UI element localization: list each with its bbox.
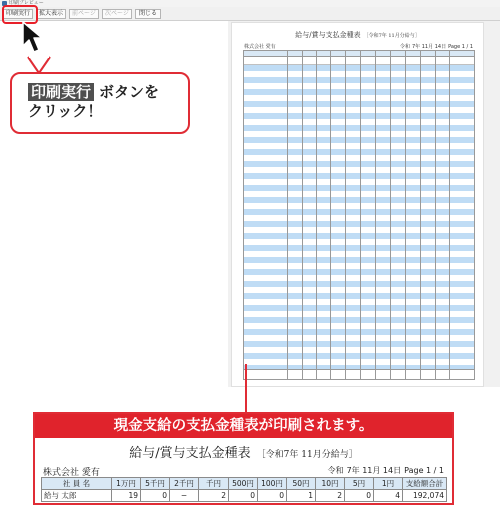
toolbar [0,7,500,21]
callout-keyword: 印刷実行 [28,83,94,101]
column-header: 5円 [345,478,374,490]
column-header: 社 員 名 [42,478,112,490]
table-header-row [42,478,447,490]
table-cell: 0 [345,490,374,502]
column-header: 1円 [374,478,403,490]
column-header: 50円 [287,478,316,490]
column-header: 支給額合計 [403,478,447,490]
total-amount-cell: 192,074 [403,490,447,502]
mouse-pointer-icon [20,20,44,56]
table-cell: 2 [199,490,229,502]
table-row [244,57,474,65]
prev-page-button[interactable]: 前ページ [69,9,99,19]
zoom-detail-panel [33,412,454,505]
employee-name: 給与 太郎 [42,490,112,502]
report-title: 給与/賞与支払金種表 ［令和7年 11月分給与］ [295,31,420,39]
window-title-bar [0,0,500,7]
connector-line [245,364,247,412]
instruction-callout [10,72,190,134]
table-cell: 1 [287,490,316,502]
column-header: 5千円 [141,478,170,490]
table-cell: 0 [258,490,287,502]
table-cell: 2 [316,490,345,502]
table-cell: − [170,490,199,502]
zoom-button[interactable]: 拡大表示 [36,9,66,19]
table-cell: 0 [141,490,170,502]
column-header: 千円 [199,478,229,490]
column-header: 100円 [258,478,287,490]
close-button[interactable]: 閉じる [135,9,161,19]
table-cell: 0 [229,490,258,502]
zoom-report-title: 給与/賞与支払金種表 ［令和7年 11月分給与］ [129,446,358,461]
table-cell: 19 [112,490,141,502]
table-row [42,490,447,502]
callout-tail [27,55,51,74]
column-header: 1万円 [112,478,141,490]
preview-page [231,22,484,387]
result-banner: 現金支給の支払金種表が印刷されます。 [35,414,452,438]
next-page-button[interactable]: 次ページ [102,9,132,19]
callout-text: 印刷実行 ボタンを クリック！ [28,83,160,120]
column-header: 2千円 [170,478,199,490]
table-cell: 4 [374,490,403,502]
column-header: 500円 [229,478,258,490]
zoom-report-table [41,477,447,502]
company-name: 株式会社 愛有 [244,44,276,50]
print-execute-button[interactable]: 印刷実行 [3,9,33,19]
zoom-company-name: 株式会社 愛有 [43,468,100,478]
report-date: 令和 7年 11月 14日 Page 1 / 1 [399,44,473,50]
column-header: 10円 [316,478,345,490]
total-row [244,369,474,379]
window-title: 印刷プレビュー [9,0,44,6]
empty-rows [244,65,474,369]
zoom-report-date: 令和 7年 11月 14日 Page 1 / 1 [327,466,444,475]
report-table [243,50,475,380]
